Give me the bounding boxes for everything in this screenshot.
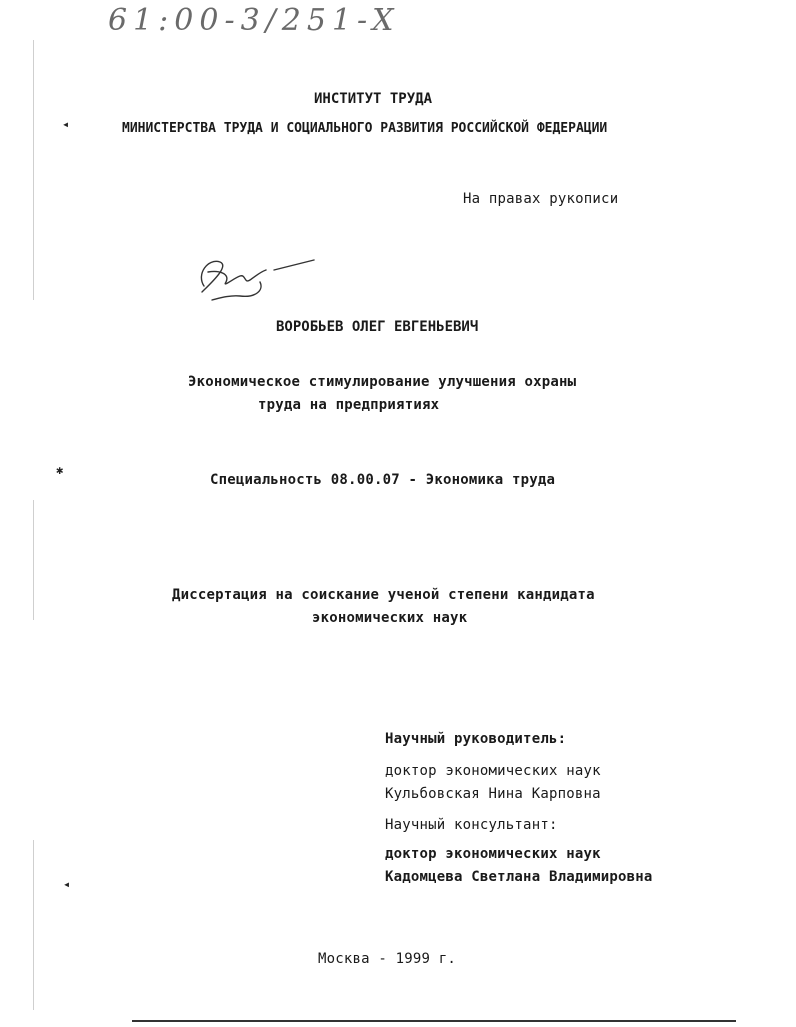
degree-line-2: экономических наук xyxy=(312,610,468,626)
binding-margin-line xyxy=(33,40,34,300)
binding-margin-line xyxy=(33,840,34,1010)
bottom-rule xyxy=(132,1020,736,1022)
supervisor-title: доктор экономических наук xyxy=(385,763,601,779)
consultant-name: Кадомцева Светлана Владимировна xyxy=(385,869,653,885)
author-name: ВОРОБЬЕВ ОЛЕГ ЕВГЕНЬЕВИЧ xyxy=(276,319,479,335)
title-line-1: Экономическое стимулирование улучшения охраны xyxy=(188,374,577,390)
archive-code: 61:00-3/251-X xyxy=(108,3,400,38)
degree-line-1: Диссертация на соискание ученой степени кандидата xyxy=(172,587,595,603)
consultant-title: доктор экономических наук xyxy=(385,846,601,862)
binding-margin-line xyxy=(33,500,34,620)
hole-punch-mark: ◂ xyxy=(62,117,70,131)
consultant-label: Научный консультант: xyxy=(385,817,558,833)
author-signature xyxy=(190,248,320,308)
title-line-2: труда на предприятиях xyxy=(258,397,440,413)
supervisor-name: Кульбовская Нина Карповна xyxy=(385,786,601,802)
institute-line-2: МИНИСТЕРСТВА ТРУДА И СОЦИАЛЬНОГО РАЗВИТИЯ РОССИЙСКОЙ ФЕДЕРАЦИИ xyxy=(122,121,608,136)
specialty: Специальность 08.00.07 - Экономика труда xyxy=(210,472,556,488)
supervisor-label: Научный руководитель: xyxy=(385,731,567,747)
rights-note: На правах рукописи xyxy=(463,191,619,207)
institute-line-1: ИНСТИТУТ ТРУДА xyxy=(314,91,433,107)
place-year: Москва - 1999 г. xyxy=(318,951,457,967)
hole-punch-mark: ◂ xyxy=(63,877,71,891)
hole-punch-mark: ✱ xyxy=(56,463,64,477)
